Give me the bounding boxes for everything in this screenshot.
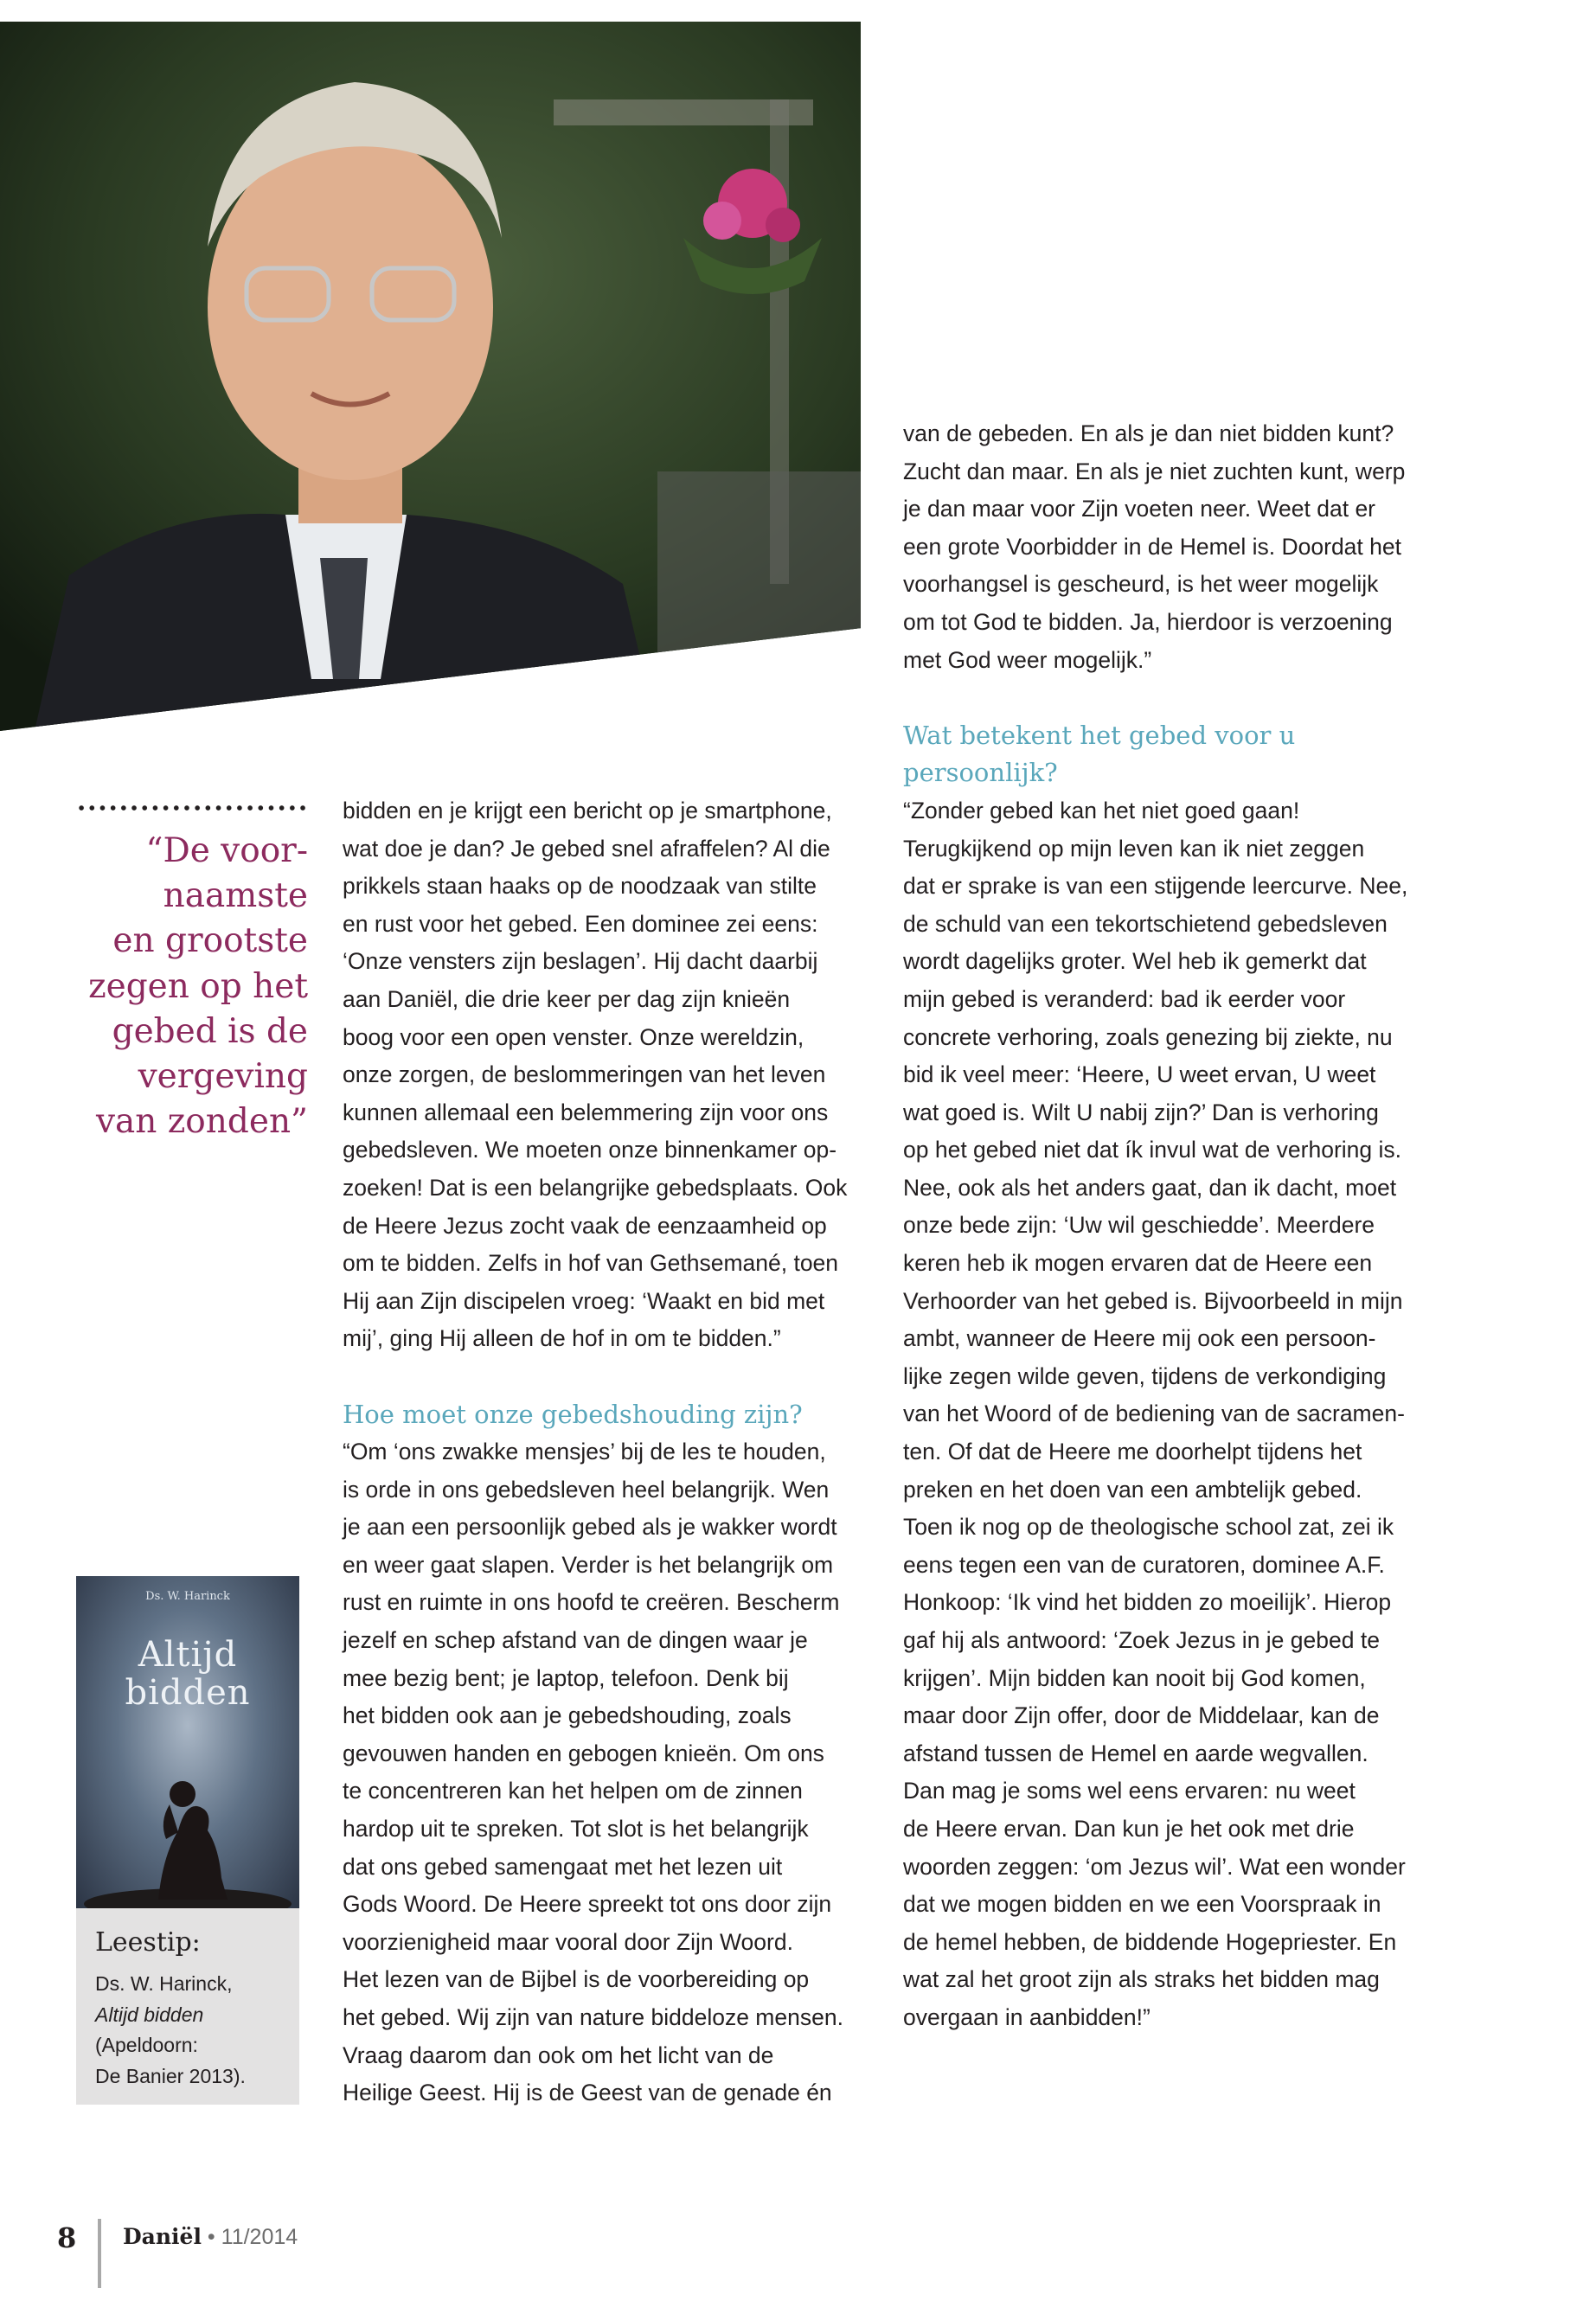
text-line: voorzienigheid maar vooral door Zijn Woord.: [343, 1928, 793, 1955]
text-line: Nee, ook als het anders gaat, dan ik dacht, moet: [903, 1174, 1397, 1201]
quote-line: vergeving: [138, 1057, 308, 1097]
text-line: Heilige Geest. Hij is de Geest van de genade én: [343, 2080, 832, 2106]
text-line: om tot God te bidden. Ja, hierdoor is verzoening: [903, 608, 1393, 635]
text-line: je aan een persoonlijk gebed als je wakker wordt: [343, 1514, 837, 1541]
reading-tip-heading: Leestip:: [95, 1927, 201, 1958]
text-line: van de gebeden. En als je dan niet bidden kunt?: [903, 420, 1394, 446]
quote-line: en grootste: [112, 921, 308, 961]
text-line: eens tegen een van de curatoren, dominee A.F.: [903, 1551, 1385, 1578]
text-line: lijke zegen wilde geven, tijdens de verkondiging: [903, 1362, 1387, 1389]
text-line: Honkoop: ‘Ik vind het bidden zo moeilijk’. Hierop: [903, 1589, 1392, 1616]
text-line: gevouwen handen en gebogen knieën. Om ons: [343, 1740, 824, 1766]
text-line: Dan mag je soms wel eens ervaren: nu weet: [903, 1778, 1356, 1804]
text-line: om te bidden. Zelfs in hof van Gethsemané, toen: [343, 1250, 839, 1277]
reading-tip-title: Altijd bidden: [95, 2003, 204, 2026]
page-number: 8: [57, 2221, 77, 2254]
dotted-divider: [76, 804, 308, 811]
text-line: Vraag daarom dan ook om het licht van de: [343, 2041, 774, 2068]
pull-quote: [52, 829, 308, 1144]
section-heading: Wat betekent het gebed voor u: [903, 720, 1296, 750]
text-line: prikkels staan haaks op de noodzaak van stilte: [343, 873, 817, 900]
reading-tip-body: [95, 1969, 246, 2092]
text-line: afstand tussen de Hemel en aarde wegvallen.: [903, 1740, 1368, 1766]
book-title-line2: bidden: [125, 1673, 251, 1713]
footer-divider: [98, 2219, 101, 2288]
text-line: het gebed. Wij zijn van nature biddeloze mensen.: [343, 2004, 843, 2030]
text-line: Hij aan Zijn discipelen vroeg: ‘Waakt en bid met: [343, 1287, 825, 1314]
text-line: krijgen’. Mijn bidden kan nooit bij God komen,: [903, 1664, 1366, 1691]
quote-line: zegen op het: [88, 966, 308, 1006]
text-line: wordt dagelijks groter. Wel heb ik gemerkt dat: [903, 948, 1367, 975]
text-line: rust en ruimte in ons hoofd te creëren. Bescherm: [343, 1589, 840, 1616]
text-line: kunnen allemaal een belemmering zijn voor ons: [343, 1099, 829, 1125]
text-line: het bidden ook aan je gebedshouding, zoals: [343, 1702, 792, 1729]
quote-line: naamste: [163, 876, 308, 916]
column-middle: [343, 792, 870, 2112]
text-line: is orde in ons gebedsleven heel belangrijk. Wen: [343, 1476, 830, 1503]
reading-tip-box: [76, 1908, 299, 2105]
quote-line: gebed is de: [112, 1011, 308, 1051]
text-line: hardop uit te spreken. Tot slot is het belangrijk: [343, 1816, 809, 1843]
section-heading: persoonlijk?: [903, 758, 1058, 788]
text-line: concrete verhoring, zoals genezing bij ziekte, nu: [903, 1023, 1393, 1050]
text-line: je dan maar voor Zijn voeten neer. Weet dat er: [903, 496, 1376, 522]
footer-separator: •: [207, 2225, 215, 2249]
text-line: “Om ‘ons zwakke mensjes’ bij de les te houden,: [343, 1439, 826, 1465]
text-line: Terugkijkend op mijn leven kan ik niet zeggen: [903, 835, 1365, 862]
reading-tip-author: Ds. W. Harinck,: [95, 1972, 233, 1995]
text-line: aan Daniël, die drie keer per dag zijn knieën: [343, 985, 791, 1012]
text-line: een grote Voorbidder in de Hemel is. Doordat het: [903, 533, 1401, 560]
text-line: ‘Onze vensters zijn beslagen’. Hij dacht daarbij: [343, 948, 818, 975]
text-line: gebedsleven. We moeten onze binnenkamer op-: [343, 1137, 837, 1163]
section-heading: Hoe moet onze gebedshouding zijn?: [343, 1399, 803, 1429]
text-line: bidden en je krijgt een bericht op je smartphone,: [343, 798, 832, 824]
text-line: Zucht dan maar. En als je niet zuchten kunt, werp: [903, 458, 1406, 484]
text-line: de Heere ervan. Dan kun je het ook met drie: [903, 1815, 1355, 1842]
text-line: mee bezig bent; je laptop, telefoon. Denk bij: [343, 1664, 789, 1691]
text-line: Gods Woord. De Heere spreekt tot ons door zijn: [343, 1891, 832, 1918]
book-author: Ds. W. Harinck: [145, 1590, 230, 1603]
book-cover: [76, 1576, 299, 1908]
text-line: onze zorgen, de beslommeringen van het leven: [343, 1061, 826, 1088]
text-line: overgaan in aanbidden!”: [903, 2003, 1151, 2030]
magazine-name: Daniël: [123, 2224, 202, 2249]
text-line: dat we mogen bidden en we een Voorspraak in: [903, 1891, 1381, 1918]
text-line: mijn gebed is veranderd: bad ik eerder voor: [903, 985, 1346, 1012]
text-line: en weer gaat slapen. Verder is het belangrijk om: [343, 1551, 834, 1578]
quote-line: “De voor-: [145, 831, 308, 870]
quote-line: van zonden”: [95, 1102, 308, 1142]
issue-number: 11/2014: [221, 2225, 298, 2249]
text-line: voorhangsel is gescheurd, is het weer mogelijk: [903, 571, 1379, 598]
text-line: wat goed is. Wilt U nabij zijn?’ Dan is verhoring: [903, 1099, 1379, 1125]
text-line: woorden zeggen: ‘om Jezus wil’. Wat een wonder: [903, 1853, 1406, 1880]
text-line: dat ons gebed samengaat met het lezen uit: [343, 1853, 783, 1880]
book-title-line1: Altijd: [138, 1635, 238, 1675]
text-line: preken en het doen van een ambtelijk gebed.: [903, 1476, 1362, 1503]
text-line: gaf hij als antwoord: ‘Zoek Jezus in je gebed te: [903, 1627, 1380, 1653]
text-line: onze bede zijn: ‘Uw wil geschiedde’. Meerdere: [903, 1212, 1375, 1239]
text-line: en rust voor het gebed. Een dominee zei eens:: [343, 910, 818, 937]
kneeling-figure-illustration: [76, 1727, 299, 1908]
text-line: “Zonder gebed kan het niet goed gaan!: [903, 797, 1300, 824]
text-line: keren heb ik mogen ervaren dat de Heere een: [903, 1250, 1373, 1277]
reading-tip-publisher-year: De Banier 2013).: [95, 2064, 246, 2087]
column-right-top: [903, 415, 1561, 2037]
text-line: Verhoorder van het gebed is. Bijvoorbeeld in mijn: [903, 1287, 1403, 1314]
text-line: jezelf en schep afstand van de dingen waar je: [343, 1627, 808, 1654]
text-line: dat er sprake is van een stijgende leercurve. Nee,: [903, 873, 1408, 900]
text-line: te concentreren kan het helpen om de zinnen: [343, 1778, 803, 1804]
text-line: maar door Zijn offer, door de Middelaar, kan de: [903, 1702, 1380, 1729]
text-line: boog voor een open venster. Onze wereldzin,: [343, 1023, 804, 1050]
text-line: ten. Of dat de Heere me doorhelpt tijdens het: [903, 1439, 1362, 1465]
portrait-illustration: [0, 22, 861, 731]
text-line: met God weer mogelijk.”: [903, 646, 1152, 673]
magazine-footer: [123, 2224, 298, 2250]
text-line: Het lezen van de Bijbel is de voorbereiding op: [343, 1966, 810, 1993]
text-line: van het Woord of de bediening van de sacramen-: [903, 1400, 1405, 1427]
text-line: de hemel hebben, de biddende Hogepriester. En: [903, 1928, 1397, 1955]
text-line: de Heere Jezus zocht vaak de eenzaamheid op: [343, 1212, 827, 1239]
text-line: ambt, wanneer de Heere mij ook een persoon-: [903, 1325, 1376, 1352]
text-line: Toen ik nog op de theologische school zat, zei ik: [903, 1514, 1394, 1541]
text-line: wat zal het groot zijn als straks het bidden mag: [903, 1966, 1380, 1993]
text-line: zoeken! Dat is een belangrijke gebedsplaats. Ook: [343, 1174, 848, 1201]
text-line: mij’, ging Hij alleen de hof in om te bidden.”: [343, 1325, 781, 1352]
text-line: bid ik veel meer: ‘Heere, U weet ervan, U weet: [903, 1061, 1376, 1088]
portrait-photo: [0, 22, 861, 731]
text-line: op het gebed niet dat ík invul wat de verhoring is.: [903, 1137, 1401, 1163]
text-line: de schuld van een tekortschietend gebedsleven: [903, 910, 1388, 937]
text-line: wat doe je dan? Je gebed snel afraffelen? Al die: [343, 835, 830, 862]
reading-tip-publisher: (Apeldoorn:: [95, 2034, 198, 2056]
